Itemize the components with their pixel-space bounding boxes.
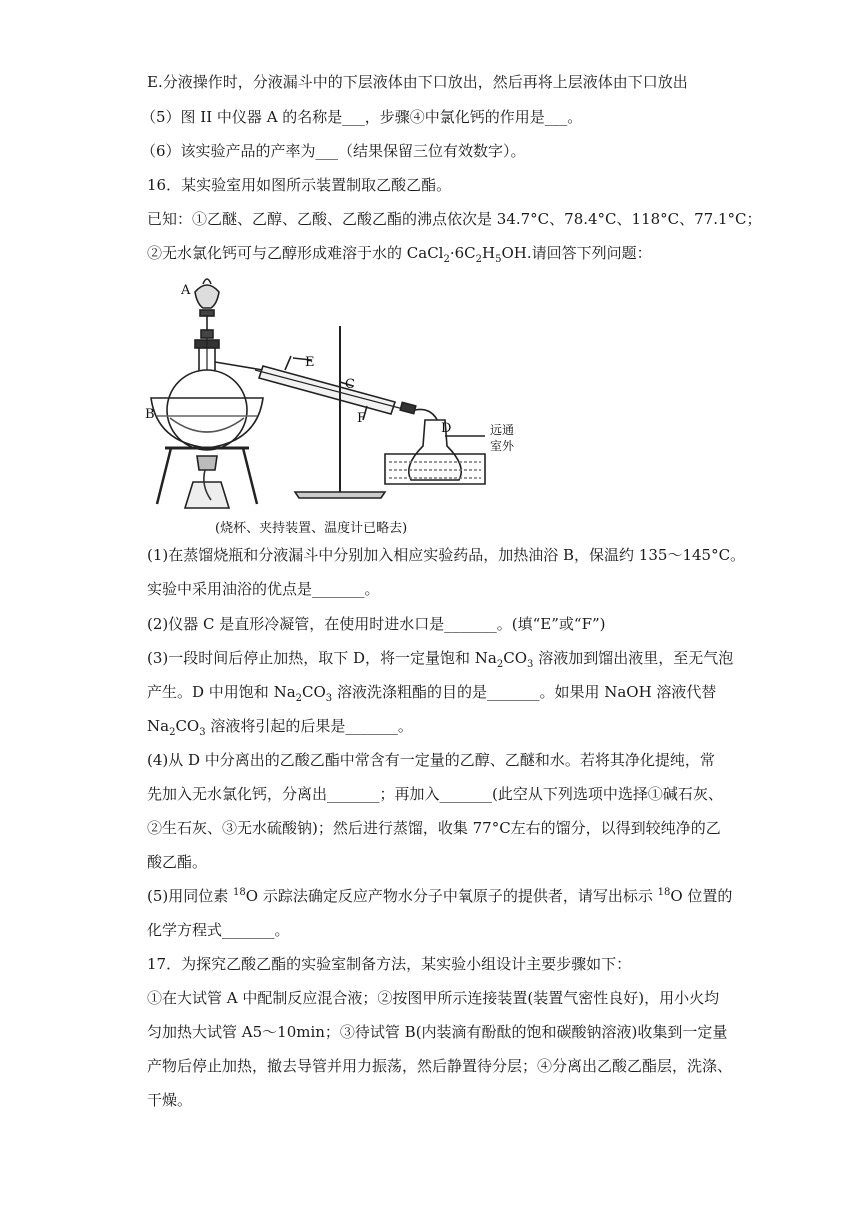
vent-label-line1: 远通 (490, 423, 515, 437)
known-condition-1: 已知：①乙醚、乙醇、乙酸、乙酸乙酯的沸点依次是 34.7°C、78.4°C、118°C、77.1°C； (147, 210, 762, 228)
question-16-3-c: $Na_2CO_3$ 溶液将引起的后果是_______。 (147, 717, 413, 738)
burner-flame (197, 456, 217, 470)
apparatus-figure (145, 270, 525, 538)
option-e-text: E.分液操作时，分液漏斗中的下层液体由下口放出，然后再将上层液体由下口放出 (147, 73, 688, 91)
stand-base (295, 492, 385, 498)
question-16-4-b: 先加入无水氯化钙，分离出_______；再加入_______(此空从下列选项中选择①碱石灰、 (147, 785, 723, 803)
question-16-1-b: 实验中采用油浴的优点是_______。 (147, 580, 380, 598)
question-16-1-a: (1)在蒸馏烧瓶和分液漏斗中分别加入相应实验药品，加热油浴 B，保温约 135～145°C。 (147, 546, 746, 564)
label-a: A (181, 283, 191, 298)
figure-caption: (烧杯、夹持装置、温度计已略去) (215, 521, 408, 536)
question-5-text: （5）图 II 中仪器 A 的名称是___，步骤④中氯化钙的作用是___。 (141, 108, 583, 126)
distillation-flask (167, 370, 247, 450)
question-16-5-a: (5)用同位素 $^{18}$O 示踪法确定反应产物水分子中氧原子的提供者，请写出标示 $^{18}$O 位置的 (147, 887, 733, 905)
alcohol-lamp (185, 482, 229, 508)
label-f: F (357, 411, 367, 426)
question-16-4-d: 酸乙酯。 (147, 853, 208, 871)
question-6-text: （6）该实验产品的产率为___（结果保留三位有效数字）。 (141, 142, 526, 160)
problem-17-step-2: 匀加热大试管 A5～10min；③待试管 B(内装滴有酚酞的饱和碳酸钠溶液)收集到一定量 (147, 1023, 728, 1041)
known-condition-2: ②无水氯化钙可与乙醇形成难溶于水的 $CaCl_2\cdot 6C_2H_5OH$.请回答下列问题： (147, 244, 652, 265)
label-b: B (145, 407, 155, 422)
problem-17-title: 17．为探究乙酸乙酯的实验室制备方法，某实验小组设计主要步骤如下： (147, 955, 632, 973)
separatory-funnel (195, 279, 219, 338)
label-c: C (345, 377, 355, 392)
vent-label-line2: 室外 (490, 439, 515, 453)
problem-17-step-4: 干燥。 (147, 1091, 193, 1109)
label-d: D (441, 421, 452, 436)
question-16-3-a: (3)一段时间后停止加热，取下 D，将一定量饱和 $Na_2CO_3$ 溶液加到馏出液里，至无气泡 (147, 649, 734, 670)
question-16-3-b: 产生。D 中用饱和 $Na_2CO_3$ 溶液洗涤粗酯的目的是_______。如果用 NaOH 溶液代替 (147, 683, 717, 704)
problem-16-title: 16．某实验室用如图所示装置制取乙酸乙酯。 (147, 176, 452, 194)
problem-17-step-3: 产物后停止加热，撤去导管并用力振荡，然后静置待分层；④分离出乙酸乙酯层，洗涤、 (147, 1057, 733, 1075)
condenser (255, 356, 416, 420)
question-16-4-c: ②生石灰、③无水硫酸钠)；然后进行蒸馏，收集 77°C左右的馏分，以得到较纯净的乙 (147, 819, 721, 837)
label-e: E (305, 355, 315, 370)
question-16-5-b: 化学方程式_______。 (147, 921, 290, 939)
question-16-4-a: (4)从 D 中分离出的乙酸乙酯中常含有一定量的乙醇、乙醚和水。若将其净化提纯，常 (147, 751, 715, 769)
problem-17-step-1: ①在大试管 A 中配制反应混合液；②按图甲所示连接装置(装置气密性良好)，用小火均 (147, 989, 720, 1007)
question-16-2: (2)仪器 C 是直形冷凝管，在使用时进水口是_______。(填“E”或“F”) (147, 615, 606, 633)
